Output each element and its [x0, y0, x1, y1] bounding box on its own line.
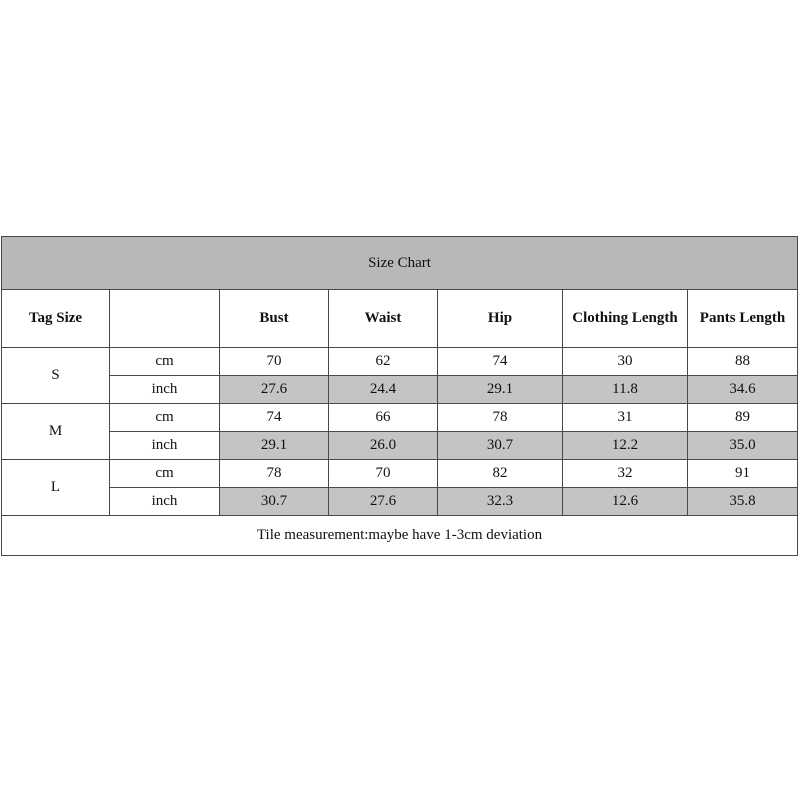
unit-cell: inch: [110, 432, 220, 460]
table-row-m-cm: [2, 404, 798, 432]
value-cell: 30.7: [220, 488, 329, 516]
value-cell: 62: [329, 348, 438, 376]
value-cell: 74: [220, 404, 329, 432]
footer-row: [2, 516, 798, 556]
table-row-l-cm: [2, 460, 798, 488]
measurement-note: Tile measurement:maybe have 1-3cm deviation: [2, 516, 798, 556]
unit-cell: cm: [110, 348, 220, 376]
unit-cell: inch: [110, 376, 220, 404]
value-cell: 27.6: [329, 488, 438, 516]
value-cell: 29.1: [438, 376, 563, 404]
value-cell: 82: [438, 460, 563, 488]
table-row-s-inch: [2, 376, 798, 404]
value-cell: 89: [688, 404, 798, 432]
header-bust: Bust: [220, 290, 329, 348]
unit-cell: cm: [110, 460, 220, 488]
value-cell: 26.0: [329, 432, 438, 460]
size-chart-table: [1, 236, 798, 556]
value-cell: 66: [329, 404, 438, 432]
value-cell: 32.3: [438, 488, 563, 516]
unit-cell: inch: [110, 488, 220, 516]
value-cell: 27.6: [220, 376, 329, 404]
value-cell: 91: [688, 460, 798, 488]
size-label-s: S: [2, 348, 110, 404]
table-row-l-inch: [2, 488, 798, 516]
table-row-m-inch: [2, 432, 798, 460]
chart-title: Size Chart: [2, 237, 798, 290]
size-label-m: M: [2, 404, 110, 460]
header-pants-length: Pants Length: [688, 290, 798, 348]
value-cell: 70: [329, 460, 438, 488]
value-cell: 30.7: [438, 432, 563, 460]
header-row: [2, 290, 798, 348]
value-cell: 12.6: [563, 488, 688, 516]
value-cell: 24.4: [329, 376, 438, 404]
value-cell: 74: [438, 348, 563, 376]
header-tag-size: Tag Size: [2, 290, 110, 348]
header-unit: [110, 290, 220, 348]
value-cell: 78: [438, 404, 563, 432]
table-row-s-cm: [2, 348, 798, 376]
value-cell: 32: [563, 460, 688, 488]
title-row: [2, 237, 798, 290]
value-cell: 29.1: [220, 432, 329, 460]
value-cell: 70: [220, 348, 329, 376]
value-cell: 12.2: [563, 432, 688, 460]
header-clothing-length: Clothing Length: [563, 290, 688, 348]
unit-cell: cm: [110, 404, 220, 432]
value-cell: 88: [688, 348, 798, 376]
value-cell: 31: [563, 404, 688, 432]
value-cell: 30: [563, 348, 688, 376]
size-label-l: L: [2, 460, 110, 516]
header-waist: Waist: [329, 290, 438, 348]
value-cell: 35.8: [688, 488, 798, 516]
value-cell: 34.6: [688, 376, 798, 404]
header-hip: Hip: [438, 290, 563, 348]
value-cell: 78: [220, 460, 329, 488]
value-cell: 35.0: [688, 432, 798, 460]
value-cell: 11.8: [563, 376, 688, 404]
